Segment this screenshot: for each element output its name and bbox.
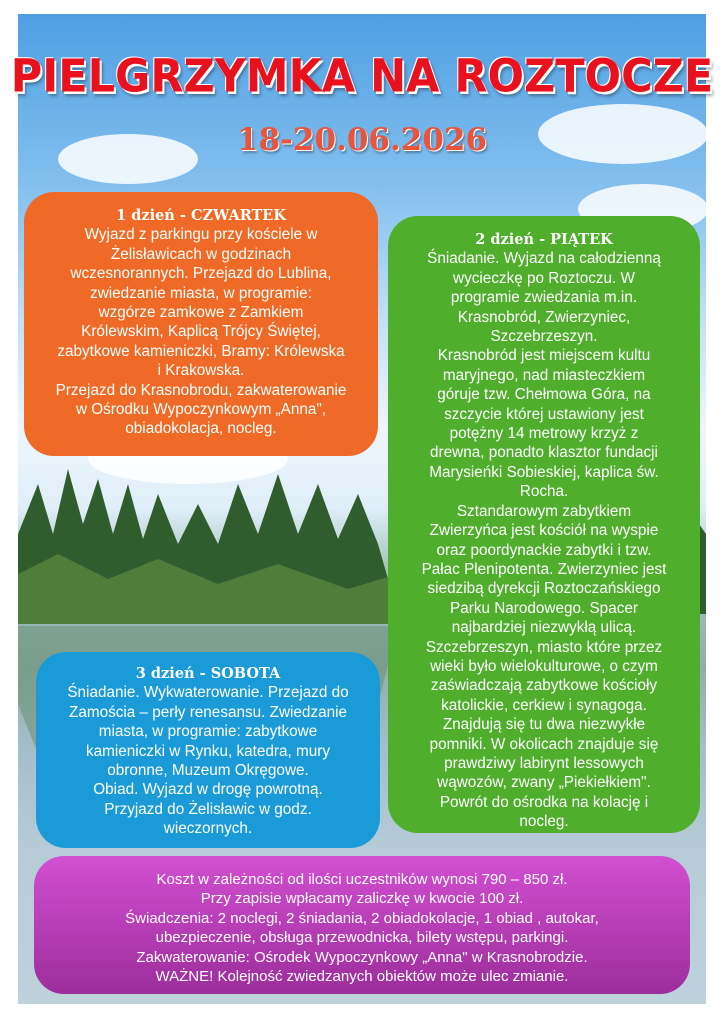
day2-line: Śniadanie. Wyjazd na całodzienną (427, 250, 661, 268)
day3-line: Przyjazd do Żelisławic w godz. (104, 800, 312, 818)
day2-line: Znajdują się tu dwa niezwykłe (442, 716, 646, 734)
day2-line: siedzibą dyrekcji Roztoczańskiego (427, 580, 661, 598)
day2-line: wieki było wielokulturowe, o czym (430, 657, 658, 675)
day2-line: góruje tzw. Chełmowa Góra, na (437, 386, 651, 404)
services-line-continued: ubezpieczenie, obsługa przewodnicka, bilety wstępu, parkingi. (155, 929, 569, 947)
day3-line: kamieniczki w Rynku, katedra, mury (86, 742, 330, 760)
deposit-line: Przy zapisie wpłacamy zaliczkę w kwocie 100 zł. (200, 890, 524, 908)
day2-line: potężny 14 metrowy krzyż z (449, 425, 639, 443)
day3-heading: 3 dzień - SOBOTA (135, 665, 281, 682)
day3-line: obronne, Muzeum Okręgowe. (107, 762, 309, 780)
event-date: 18-20.06.2026 (236, 122, 488, 158)
accommodation-line: Zakwaterowanie: Ośrodek Wypoczynkowy „Anna" w Krasnobrodzie. (136, 948, 588, 966)
day2-line: Rocha. (519, 483, 569, 501)
day1-line: Żelisławicach w godzinach (110, 245, 292, 263)
day2-line: drewna, ponadto klasztor fundacji (430, 444, 658, 462)
day3-box (36, 652, 380, 848)
day2-line: katolickie, cerkiew i synagoga. (441, 696, 647, 714)
day2-line: Zwierzyńca jest kościół na wyspie (429, 522, 659, 540)
day1-box (24, 192, 378, 456)
day1-line: Królewskim, Kaplicą Trójcy Świętej, (81, 323, 321, 341)
day3-line: Obiad. Wyjazd w drogę powrotną. (93, 781, 323, 799)
day2-line: Sztandarowym zabytkiem (456, 502, 632, 520)
day1-line: i Krakowska. (157, 362, 245, 380)
day2-line: szczycie której ustawiony jest (444, 405, 644, 423)
day1-line: wzgórze zamkowe z Zamkiem (98, 304, 304, 322)
price-line: Koszt w zależności od ilości uczestników wynosi 790 – 850 zł. (156, 871, 568, 888)
day1-line: wczesnorannych. Przejazd do Lublina, (70, 265, 332, 283)
day2-line: nocleg. (519, 813, 569, 831)
day3-line: wieczornych. (163, 820, 253, 838)
day2-line: Pałac Plenipotenta. Zwierzyniec jest (421, 560, 667, 578)
day2-line: Krasnobród jest miejscem kultu (437, 347, 651, 365)
day2-line: Powrót do ośrodka na kolację i (439, 793, 649, 811)
day2-line: prawdziwy labirynt lessowych (444, 754, 644, 772)
day2-box (388, 216, 700, 833)
day2-line: zaświadczają zabytkowe kościoły (430, 677, 658, 695)
day3-line: miasta, w programie: zabytkowe (98, 723, 318, 741)
day2-line: Szczebrzeszyn, miasto które przez (425, 638, 663, 656)
day2-line: Krasnobród, Zwierzyniec, (457, 308, 631, 326)
day3-line: Śniadanie. Wykwaterowanie. Przejazd do (67, 684, 349, 702)
day2-line: oraz poordynackie zabytki i tzw. (436, 541, 652, 559)
day1-line: zabytkowe kamieniczki, Bramy: Królewska (57, 342, 345, 360)
poster-title: PIELGRZYMKA NA ROZTOCZE (10, 50, 714, 104)
important-note: WAŻNE! Kolejność zwiedzanych obiektów może ulec zmianie. (155, 968, 569, 986)
day2-line: najbardziej niezwykłą ulicą. (451, 619, 637, 637)
day1-heading: 1 dzień - CZWARTEK (116, 207, 286, 224)
day1-line: Wyjazd z parkingu przy kościele w (84, 226, 318, 244)
day1-line: obiadokolacja, nocleg. (125, 420, 277, 438)
day1-line: Przejazd do Krasnobrodu, zakwaterowanie (55, 381, 347, 399)
day2-line: wycieczkę po Roztoczu. W (453, 269, 635, 287)
services-line: Świadczenia: 2 noclegi, 2 śniadania, 2 obiadokolacje, 1 obiad , autokar, (125, 909, 599, 927)
day1-line: zwiedzanie miasta, w programie: (90, 284, 312, 302)
day1-line: w Ośrodku Wypoczynkowym „Anna", (75, 401, 327, 419)
day2-line: Szczebrzeszyn. (490, 328, 598, 346)
day2-line: maryjnego, nad miasteczkiem (442, 366, 646, 384)
day2-line: Parku Narodowego. Spacer (450, 599, 638, 617)
day2-heading: 2 dzień - PIĄTEK (475, 231, 613, 248)
day3-line: Zamościa – perły renesansu. Zwiedzanie (68, 703, 348, 721)
day2-line: programie zwiedzania m.in. (450, 289, 638, 307)
day2-line: pomniki. W okolicach znajduje się (429, 735, 659, 753)
day2-line: wąwozów, zwany „Piekiełkiem". (437, 774, 651, 792)
day2-line: Marysieńki Sobieskiej, kaplica św. (429, 463, 659, 481)
info-box (34, 856, 690, 994)
